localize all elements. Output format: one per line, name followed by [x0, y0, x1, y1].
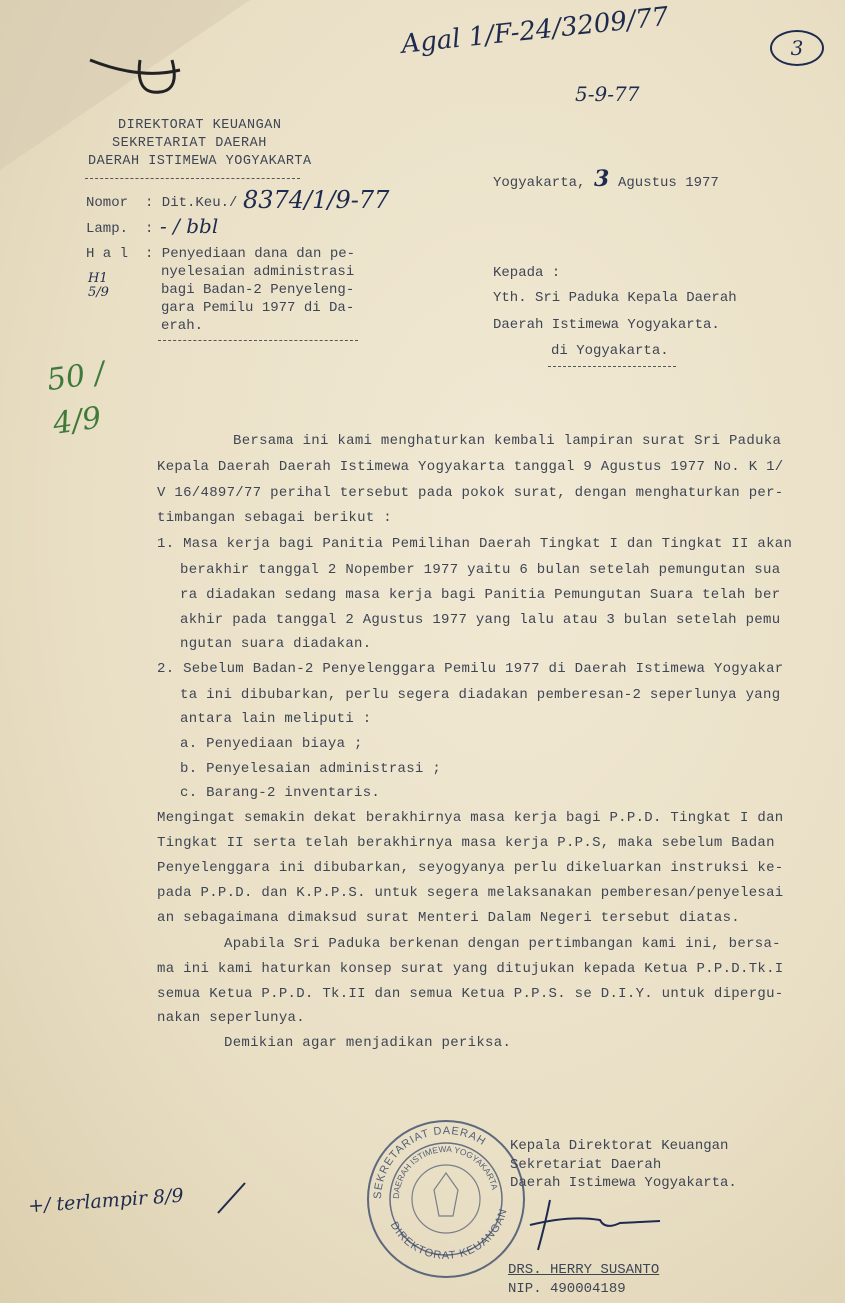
lamp-label: Lamp.	[86, 221, 129, 237]
nomor-value: : Dit.Keu./	[145, 195, 238, 211]
nomor-handwritten: 8374/1/9-77	[243, 186, 390, 214]
date-day: 3	[594, 166, 610, 192]
header-rule	[85, 178, 300, 179]
svg-text:SEKRETARIAT DAERAH	[372, 1125, 488, 1199]
stamp-inner-text: DAERAH ISTIMEWA YOGYAKARTA	[390, 1143, 501, 1200]
hal-line-5: erah.	[161, 318, 204, 334]
body-line-22: ma ini kami haturkan konsep surat yang ditujukan kepada Ketua P.P.D.Tk.I	[157, 961, 784, 977]
body-line-18: Penyelenggara ini dibubarkan, seyogyanya perlu dikeluarkan instruksi ke-	[157, 860, 784, 876]
body-line-12: antara lain meliputi :	[180, 711, 372, 727]
signature-line-1: Kepala Direktorat Keuangan	[510, 1138, 729, 1154]
recipient-line-1: Yth. Sri Paduka Kepala Daerah	[493, 290, 737, 306]
body-line-7: ra diadakan sedang masa kerja bagi Panitia Pemungutan Suara telah ber	[180, 587, 781, 603]
body-line-19: pada P.P.D. dan K.P.P.S. untuk segera melaksanakan pemberesan/penyelesai	[157, 885, 784, 901]
body-line-8: akhir pada tanggal 2 Agustus 1977 yang lalu atau 3 bulan setelah pemu	[180, 612, 781, 628]
side-note-initial: H1 5/9	[88, 271, 109, 300]
body-line-4: timbangan sebagai berikut :	[157, 510, 392, 526]
header-line-1: DIREKTORAT KEUANGAN	[118, 118, 282, 133]
svg-text:DIREKTORAT KEUANGAN	[388, 1207, 510, 1262]
nomor-label: Nomor	[86, 195, 129, 211]
body-line-9: ngutan suara diadakan.	[180, 636, 372, 652]
date-month-year: Agustus 1977	[618, 175, 719, 191]
signature-line-2: Sekretariat Daerah	[510, 1157, 662, 1173]
recipient-line-2: Daerah Istimewa Yogyakarta.	[493, 317, 720, 333]
body-line-16: Mengingat semakin dekat berakhirnya masa kerja bagi P.P.D. Tingkat I dan	[157, 810, 784, 826]
page-number-mark	[770, 30, 824, 66]
recipient-kepada: Kepada :	[493, 265, 561, 281]
body-line-11: ta ini dibubarkan, perlu segera diadakan pemberesan-2 seperlunya yang	[180, 687, 781, 703]
body-line-24: nakan seperlunya.	[157, 1010, 305, 1026]
corner-hook-mark	[80, 40, 190, 100]
hal-rule	[158, 340, 358, 341]
body-line-2: Kepala Daerah Daerah Istimewa Yogyakarta tanggal 9 Agustus 1977 No. K 1/	[157, 459, 784, 475]
bottom-slash-mark	[210, 1178, 250, 1218]
hal-label: H a l	[86, 246, 129, 262]
top-annotation-date: 5-9-77	[575, 82, 640, 106]
svg-text:DAERAH ISTIMEWA YOGYAKARTA	[391, 1144, 500, 1199]
signer-name: DRS. HERRY SUSANTO	[508, 1262, 660, 1278]
body-line-13: a. Penyediaan biaya ;	[180, 736, 363, 752]
header-line-3: DAERAH ISTIMEWA YOGYAKARTA	[88, 154, 312, 169]
body-line-10: 2. Sebelum Badan-2 Penyelenggara Pemilu 1977 di Daerah Istimewa Yogyakar	[157, 661, 784, 677]
lamp-value: :	[145, 221, 154, 237]
top-annotation: Agal 1/F-24/3209/77	[400, 1, 670, 60]
signature-line-3: Daerah Istimewa Yogyakarta.	[510, 1175, 737, 1191]
body-line-14: b. Penyelesaian administrasi ;	[180, 761, 442, 777]
body-line-5: 1. Masa kerja bagi Panitia Pemilihan Daerah Tingkat I dan Tingkat II akan	[157, 536, 793, 552]
body-line-6: berakhir tanggal 2 Nopember 1977 yaitu 6 bulan setelah pemungutan sua	[180, 562, 781, 578]
page-number: 3	[790, 36, 804, 60]
body-line-15: c. Barang-2 inventaris.	[180, 785, 381, 801]
recipient-line-3: di Yogyakarta.	[551, 343, 669, 359]
signer-nip: NIP. 490004189	[508, 1281, 626, 1297]
hal-line-2: nyelesaian administrasi	[161, 264, 355, 280]
body-line-20: an sebagaimana dimaksud surat Menteri Dalam Negeri tersebut diatas.	[157, 910, 740, 926]
body-line-17: Tingkat II serta telah berakhirnya masa kerja P.P.S, maka sebelum Badan	[157, 835, 775, 851]
body-line-23: semua Ketua P.P.D. Tk.II dan semua Ketua P.P.S. se D.I.Y. untuk dipergu-	[157, 986, 784, 1002]
recipient-rule	[548, 366, 676, 367]
body-line-1: Bersama ini kami menghaturkan kembali lampiran surat Sri Paduka	[233, 433, 782, 449]
stamp-bottom-text: DIREKTORAT KEUANGAN	[387, 1206, 510, 1262]
lamp-handwritten: - / bbl	[160, 214, 219, 238]
body-line-25: Demikian agar menjadikan periksa.	[224, 1035, 512, 1051]
side-note-green: 50 / 4/9	[44, 355, 107, 442]
stamp-outer-top-text: SEKRETARIAT DAERAH	[371, 1124, 489, 1200]
hal-line-1: : Penyediaan dana dan pe-	[145, 246, 356, 262]
bottom-handwritten-note: +/ terlampir 8/9	[27, 1184, 185, 1218]
date-place: Yogyakarta,	[493, 175, 586, 191]
official-stamp	[365, 1118, 527, 1280]
body-line-3: V 16/4897/77 perihal tersebut pada pokok surat, dengan menghaturkan per-	[157, 485, 784, 501]
body-line-21: Apabila Sri Paduka berkenan dengan pertimbangan kami ini, bersa-	[224, 936, 781, 952]
hal-line-3: bagi Badan-2 Penyeleng-	[161, 282, 355, 298]
header-line-2: SEKRETARIAT DAERAH	[112, 136, 267, 151]
handwritten-signature	[510, 1195, 670, 1255]
hal-line-4: gara Pemilu 1977 di Da-	[161, 300, 355, 316]
